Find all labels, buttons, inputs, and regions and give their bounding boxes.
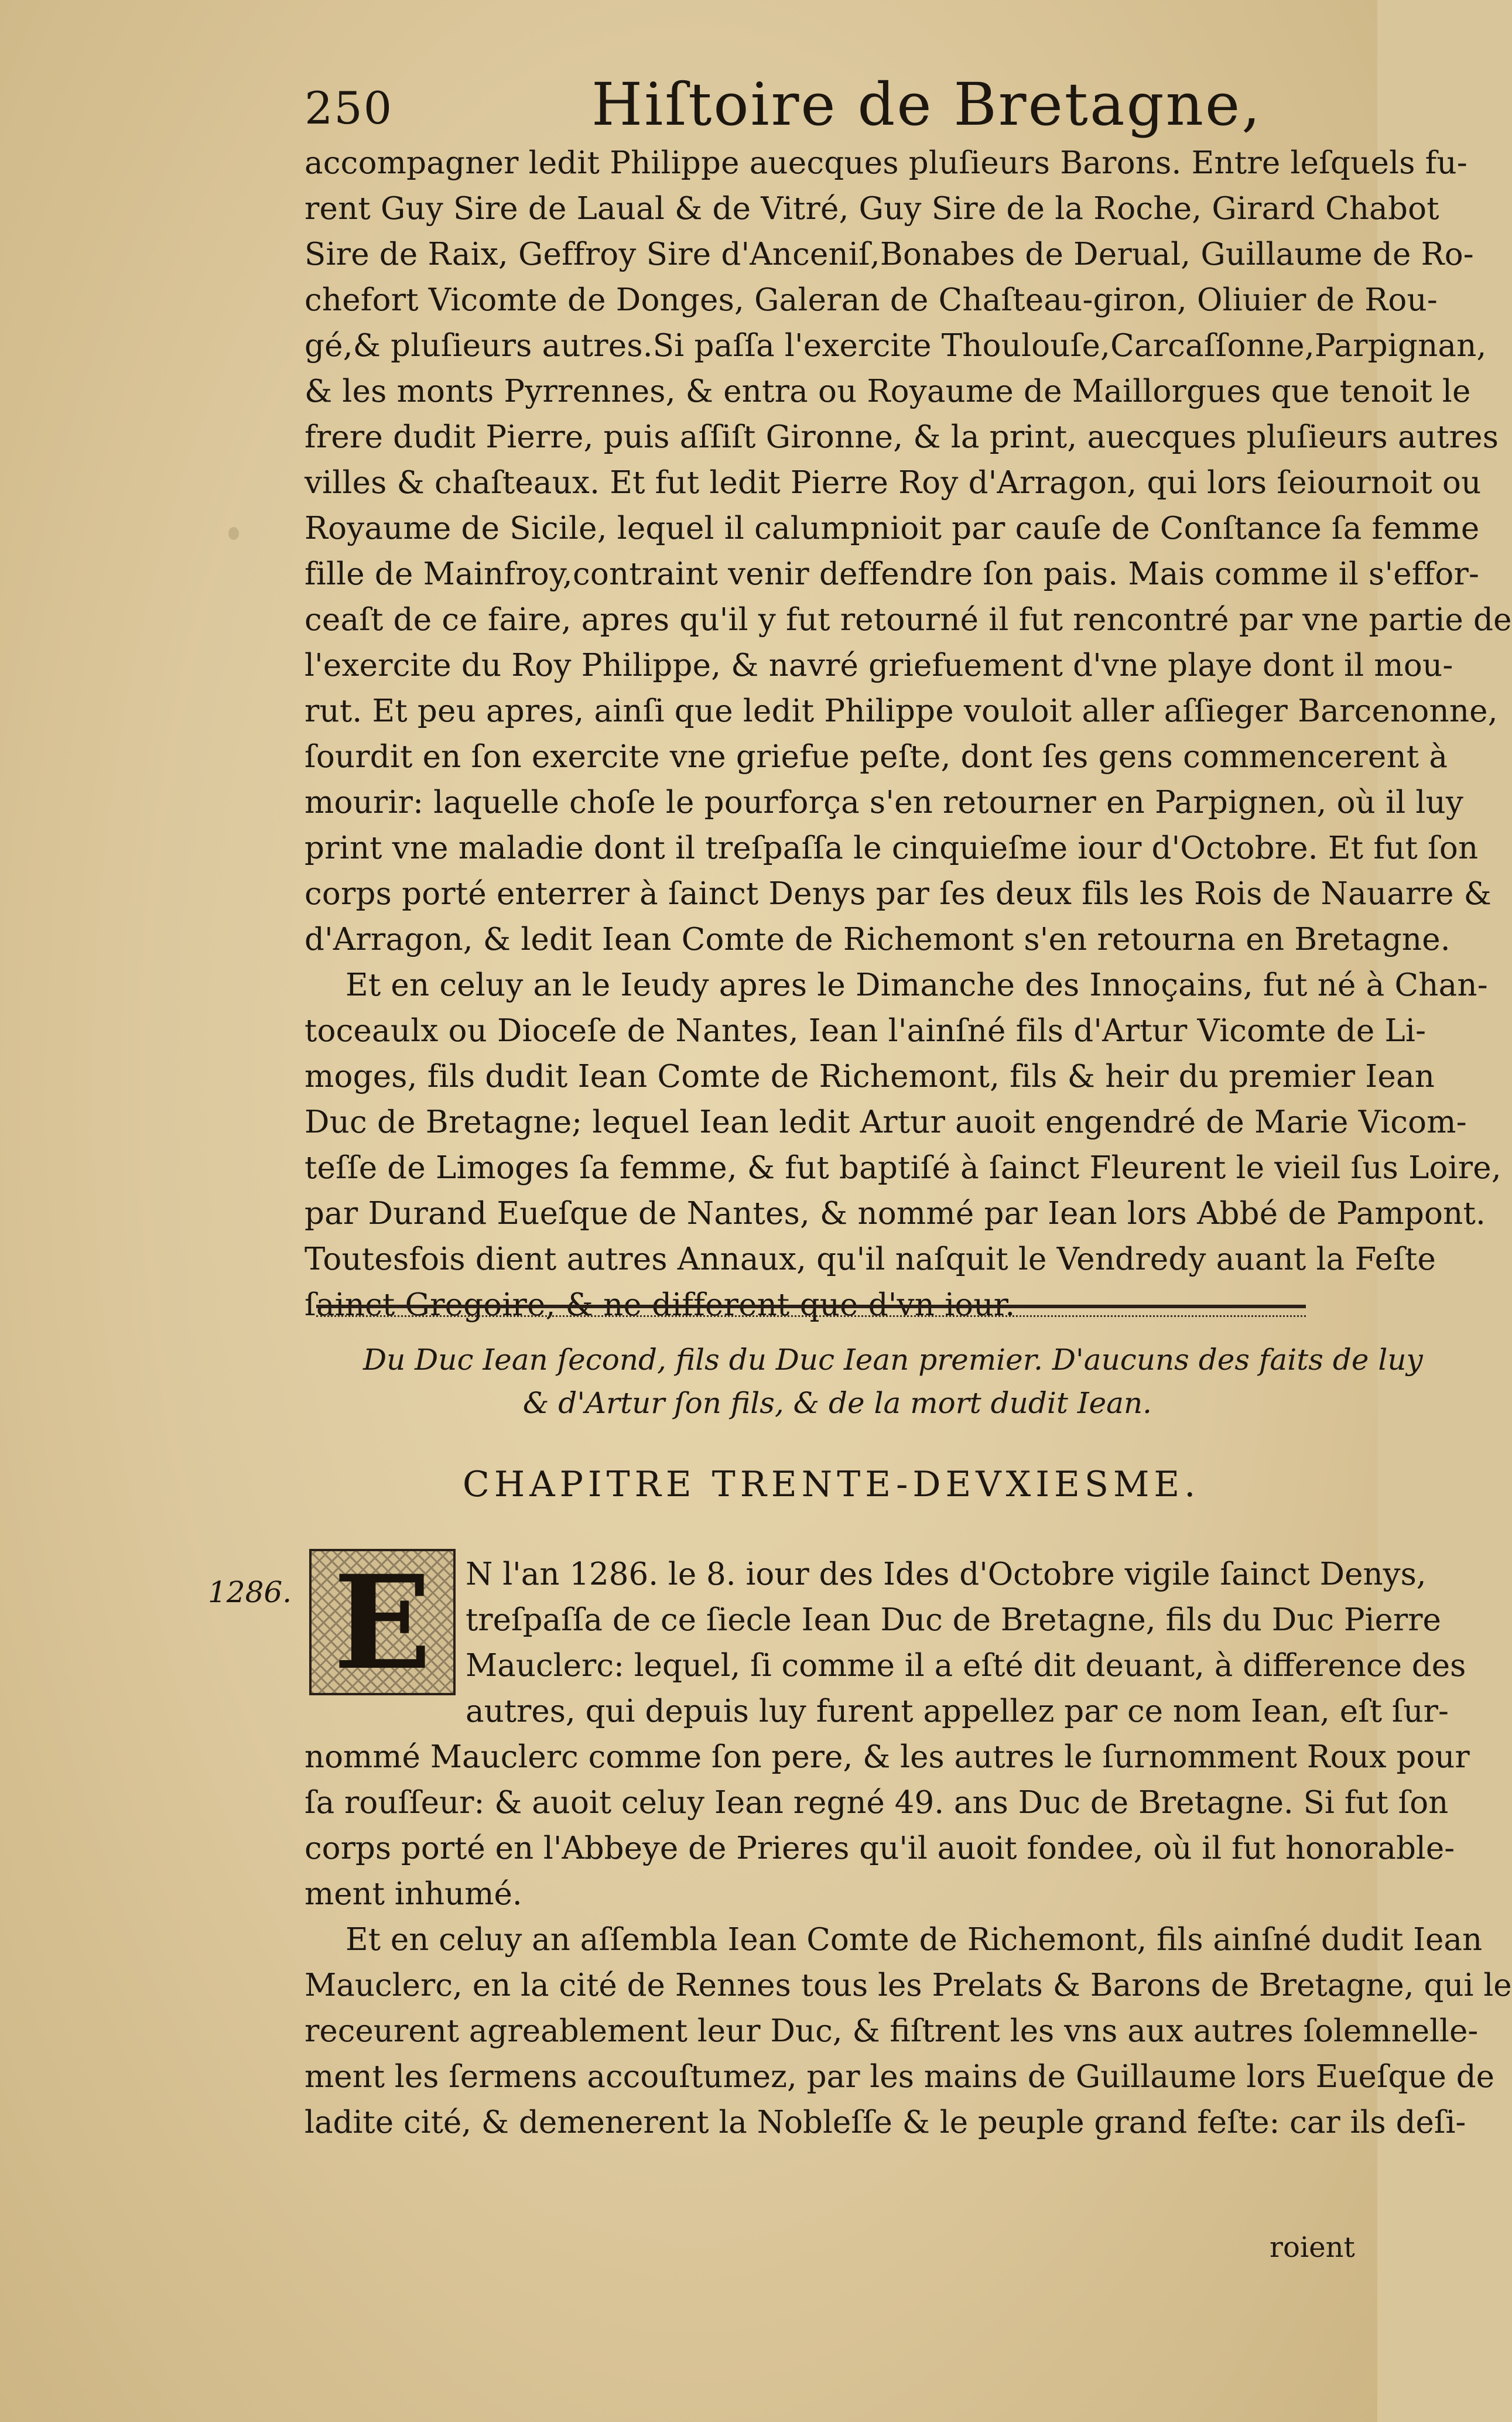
ink-blot [228,527,239,540]
text-line: Mauclerc, en la cité de Rennes tous les Prelats & Barons de Bretagne, qui le [305,1968,1512,2003]
text-line: fille de Mainfroy,contraint venir deffendre ſon pais. Mais comme il s'effor- [305,556,1480,592]
text-line: mourir: laquelle choſe le pourforça s'en retourner en Parpignen, où il luy [305,785,1464,820]
text-line: ſourdit en ſon exercite vne griefue peſte, dont ſes gens commencerent à [305,739,1448,775]
text-line: frere dudit Pierre, puis aſſiſt Gironne, & la print, auecques pluſieurs autres [305,419,1499,455]
text-line: gé,& pluſieurs autres.Si paſſa l'exercite Thoulouſe,Carcaſſonne,Parpignan, [305,328,1487,364]
text-line: N l'an 1286. le 8. iour des Ides d'Octobre vigile ſainct Denys, [466,1556,1427,1592]
text-line: rut. Et peu apres, ainſi que ledit Philippe vouloit aller aſſieger Barcenonne, [305,693,1498,729]
section-rule-dotted [316,1315,1306,1317]
body-text [305,141,1512,1328]
text-line: Royaume de Sicile, lequel il calumpnioit par cauſe de Conſtance ſa femme [305,511,1480,546]
text-line: par Durand Eueſque de Nantes, & nommé par Iean lors Abbé de Pampont. [305,1196,1486,1231]
initial-letter: E [312,1551,453,1693]
margin-year-note: 1286. [208,1575,292,1609]
text-line: autres, qui depuis luy furent appellez par ce nom Iean, eſt ſur- [466,1694,1449,1729]
text-line: Toutesfois dient autres Annaux, qu'il naſquit le Vendredy auant la Feſte [305,1241,1436,1277]
chapter-title: CHAPITRE TRENTE-DEVXIESME. [463,1464,1200,1505]
text-line: print vne maladie dont il treſpaſſa le cinquieſme iour d'Octobre. Et fut ſon [305,830,1479,866]
section-heading-line: Du Duc Iean ſecond, fils du Duc Iean premier. D'aucuns des faits de luy [363,1343,1423,1377]
text-line: treſpaſſa de ce ſiecle Iean Duc de Bretagne, fils du Duc Pierre [466,1602,1441,1638]
text-line: toceaulx ou Dioceſe de Nantes, Iean l'ainſné fils d'Artur Vicomte de Li- [305,1013,1427,1049]
text-line: ſainct Gregoire, & ne different que d'vn iour. [305,1287,1015,1323]
text-line: Mauclerc: lequel, ſi comme il a eſté dit deuant, à difference des [466,1648,1466,1684]
text-line: ment inhumé. [305,1876,522,1912]
page-header [305,70,1335,146]
text-line: ment les ſermens accouſtumez, par les mains de Guillaume lors Eueſque de [305,2059,1495,2095]
page-number: 250 [305,82,394,134]
catchword: roient [1270,2231,1355,2264]
text-line: l'exercite du Roy Philippe, & navré griefuement d'vne playe dont il mou- [305,648,1453,683]
text-line: moges, fils dudit Iean Comte de Richemont, fils & heir du premier Iean [305,1059,1435,1094]
text-line: d'Arragon, & ledit Iean Comte de Richemont s'en retourna en Bretagne. [305,922,1451,957]
text-line: ladite cité, & demenerent la Nobleſſe & le peuple grand feſte: car ils deſi- [305,2105,1466,2140]
text-line: chefort Vicomte de Donges, Galeran de Chaſteau-giron, Oliuier de Rou- [305,282,1438,318]
section-heading [363,1338,1423,1425]
running-title: Hiſtoire de Bretagne, [591,70,1262,139]
text-line: Et en celuy an le Ieudy apres le Dimanche des Innoçains, fut né à Chan- [345,967,1488,1003]
text-line: ceaſt de ce faire, apres qu'il y fut retourné il fut rencontré par vne partie de [305,602,1512,638]
text-line: Duc de Bretagne; lequel Iean ledit Artur auoit engendré de Marie Vicom- [305,1104,1467,1140]
text-line: corps porté en l'Abbeye de Prieres qu'il auoit fondee, où il fut honorable- [305,1831,1455,1866]
section-heading-line: & d'Artur ſon fils, & de la mort dudit Iean. [522,1386,1152,1420]
text-line: & les monts Pyrrennes, & entra ou Royaume de Maillorgues que tenoit le [305,374,1471,409]
text-line: rent Guy Sire de Laual & de Vitré, Guy Sire de la Roche, Girard Chabot [305,191,1439,227]
text-line: accompagner ledit Philippe auecques pluſieurs Barons. Entre leſquels fu- [305,145,1467,181]
text-line: nommé Mauclerc comme ſon pere, & les autres le ſurnomment Roux pour [305,1739,1470,1775]
section-rule [316,1305,1306,1308]
text-line: corps porté enterrer à ſainct Denys par ſes deux fils les Rois de Nauarre & [305,876,1492,912]
text-line: ſa rouſſeur: & auoit celuy Iean regné 49. ans Duc de Bretagne. Si fut ſon [305,1785,1449,1821]
text-line: Sire de Raix, Geffroy Sire d'Anceniſ,Bonabes de Derual, Guillaume de Ro- [305,237,1474,272]
text-line: receurent agreablement leur Duc, & fiſtrent les vns aux autres ſolemnelle- [305,2013,1479,2049]
text-line: teſſe de Limoges ſa femme, & fut baptiſé à ſainct Fleurent le vieil ſus Loire, [305,1150,1501,1186]
text-line: Et en celuy an aſſembla Iean Comte de Richemont, fils ainſné dudit Iean [345,1922,1483,1958]
text-line: villes & chaſteaux. Et fut ledit Pierre Roy d'Arragon, qui lors ſeiournoit ou [305,465,1482,501]
chapter-text [305,1552,1512,2146]
